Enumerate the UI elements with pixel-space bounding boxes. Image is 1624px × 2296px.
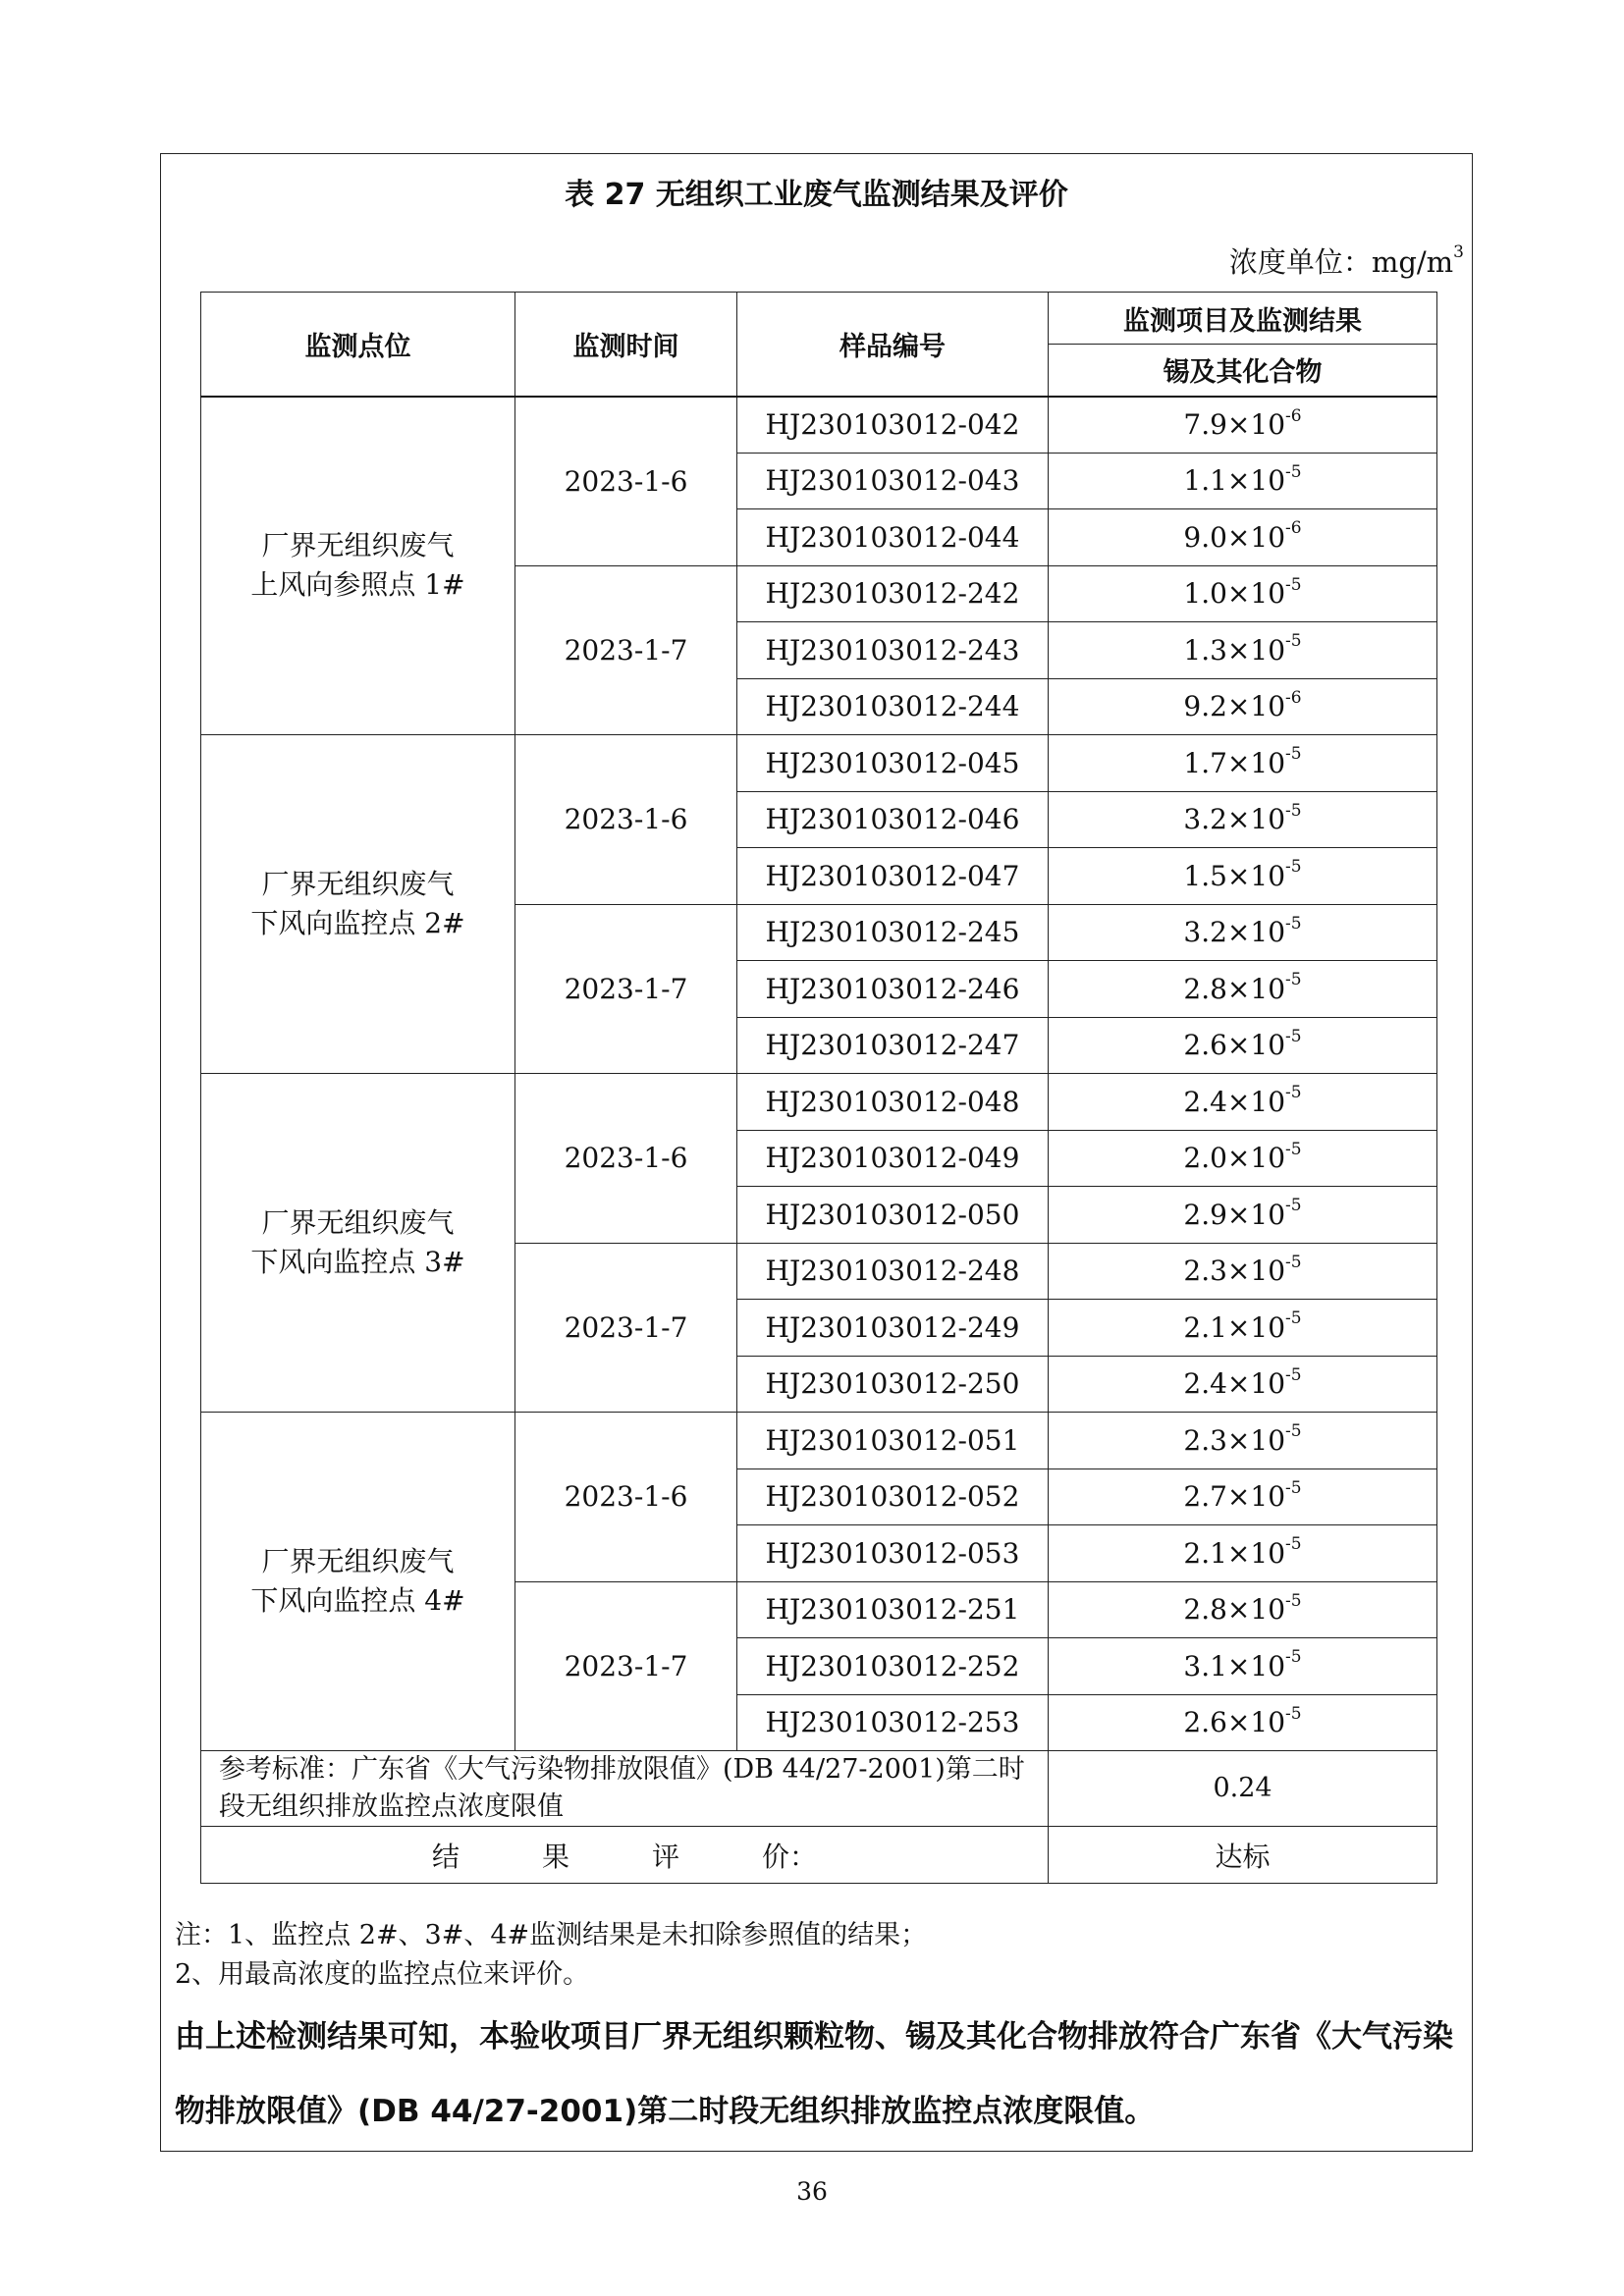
result-exponent: -6 [1285,687,1302,708]
sample-id-cell: HJ230103012-053 [737,1525,1049,1582]
unit-label: 浓度单位：$mg/m^3$ [1228,242,1464,279]
result-exponent: -5 [1285,631,1302,652]
result-mantissa: 2.0×10 [1183,1142,1286,1175]
result-value-cell [1049,1468,1437,1525]
sample-id-cell: HJ230103012-052 [737,1468,1049,1525]
location-line: 厂界无组织废气 [261,1545,455,1577]
result-mantissa: 2.3×10 [1183,1255,1286,1288]
result-mantissa: 9.2×10 [1183,690,1286,723]
sample-id-cell: HJ230103012-247 [737,1017,1049,1074]
sample-id-cell: HJ230103012-248 [737,1243,1049,1300]
result-exponent: -5 [1285,1421,1302,1442]
result-value-cell [1049,1300,1437,1357]
date-cell: 2023-1-7 [515,1581,737,1751]
result-mantissa: 2.8×10 [1183,1593,1286,1627]
location-line: 上风向参照点 1# [250,568,465,602]
result-exponent: -5 [1285,1534,1302,1555]
result-exponent: -5 [1285,1252,1302,1272]
result-value-cell [1049,1243,1437,1300]
result-value-cell [1049,622,1437,679]
sample-id-cell: HJ230103012-253 [737,1694,1049,1751]
sample-id-cell: HJ230103012-251 [737,1581,1049,1638]
result-mantissa: 1.3×10 [1183,633,1286,667]
date-cell: 2023-1-7 [515,904,737,1074]
location-cell [201,735,515,1074]
table-row [201,397,1437,454]
result-exponent: -5 [1285,913,1302,934]
header-item: 锡及其化合物 [1049,345,1437,397]
table-row [201,735,1437,792]
result-exponent: -5 [1285,1139,1302,1159]
sample-id-cell: HJ230103012-051 [737,1413,1049,1469]
sample-id-cell: HJ230103012-043 [737,453,1049,509]
location-line: 厂界无组织废气 [261,868,455,900]
result-exponent: -5 [1285,1703,1302,1724]
sample-id-cell: HJ230103012-246 [737,961,1049,1018]
result-value-cell [1049,565,1437,622]
notes [175,1916,1461,1995]
result-mantissa: 1.0×10 [1183,577,1286,611]
result-exponent: -5 [1285,857,1302,878]
conclusion-text: 由上述检测结果可知，本验收项目厂界无组织颗粒物、锡及其化合物排放符合广东省《大气污染物排放限值》(DB 44/27-2001)第二时段无组织排放监控点浓度限值。 [175,2019,1453,2129]
date-cell: 2023-1-6 [515,1074,737,1244]
sample-id-cell: HJ230103012-049 [737,1130,1049,1187]
result-value-cell [1049,1017,1437,1074]
result-value-cell [1049,1187,1437,1244]
location-line: 下风向监控点 4# [250,1584,465,1617]
date-cell: 2023-1-6 [515,1413,737,1582]
table-row [201,1413,1437,1469]
result-mantissa: 1.1×10 [1183,464,1286,498]
result-value-cell [1049,1694,1437,1751]
sample-id-cell: HJ230103012-044 [737,509,1049,566]
location-line: 下风向监控点 3# [250,1246,465,1278]
result-value-cell [1049,453,1437,509]
result-value-cell [1049,1074,1437,1131]
result-exponent: -5 [1285,1364,1302,1385]
date-cell: 2023-1-7 [515,565,737,735]
sample-id-cell: HJ230103012-042 [737,397,1049,454]
note-line-1: 注：1、监控点 2#、3#、4#监测结果是未扣除参照值的结果； [175,1920,928,1950]
result-value-cell [1049,735,1437,792]
result-value-cell [1049,848,1437,905]
result-value-cell [1049,1413,1437,1469]
result-value-cell [1049,678,1437,735]
result-exponent: -5 [1285,1083,1302,1103]
result-exponent: -5 [1285,1477,1302,1498]
result-mantissa: 1.5×10 [1183,859,1286,892]
header-time: 监测时间 [515,293,737,397]
result-mantissa: 9.0×10 [1183,520,1286,554]
result-exponent: -5 [1285,744,1302,765]
sample-id-cell: HJ230103012-242 [737,565,1049,622]
sample-id-cell: HJ230103012-245 [737,904,1049,961]
date-cell: 2023-1-7 [515,1243,737,1413]
result-value-cell [1049,791,1437,848]
result-exponent: -5 [1285,1196,1302,1216]
location-cell [201,1074,515,1413]
sample-id-cell: HJ230103012-244 [737,678,1049,735]
result-mantissa: 2.9×10 [1183,1198,1286,1231]
location-line: 下风向监控点 2# [250,907,465,939]
sample-id-cell: HJ230103012-047 [737,848,1049,905]
table-title: 表 27 无组织工业废气监测结果及评价 [565,178,1068,212]
sample-id-cell: HJ230103012-249 [737,1300,1049,1357]
results-body [201,397,1437,1751]
result-exponent: -5 [1285,800,1302,821]
result-value-cell [1049,904,1437,961]
standard-value: 0.24 [1049,1751,1437,1827]
standard-label: 参考标准：广东省《大气污染物排放限值》(DB 44/27-2001)第二时段无组织排放监控点浓度限值 [201,1751,1049,1827]
result-value-cell [1049,509,1437,566]
date-cell: 2023-1-6 [515,735,737,905]
result-mantissa: 2.4×10 [1183,1367,1286,1401]
header-sample-id: 样品编号 [737,293,1049,397]
result-mantissa: 2.6×10 [1183,1706,1286,1739]
result-exponent: -5 [1285,1308,1302,1329]
sample-id-cell: HJ230103012-048 [737,1074,1049,1131]
sample-id-cell: HJ230103012-252 [737,1638,1049,1695]
results-table [200,292,1437,1884]
result-mantissa: 7.9×10 [1183,408,1286,441]
location-line: 厂界无组织废气 [261,1206,455,1239]
date-cell: 2023-1-6 [515,397,737,566]
result-exponent: -5 [1285,574,1302,595]
sample-id-cell: HJ230103012-243 [737,622,1049,679]
result-mantissa: 2.7×10 [1183,1480,1286,1514]
result-value-cell [1049,1638,1437,1695]
result-mantissa: 3.2×10 [1183,803,1286,836]
sample-id-cell: HJ230103012-045 [737,735,1049,792]
sample-id-cell: HJ230103012-250 [737,1356,1049,1413]
result-value-cell [1049,397,1437,454]
sample-id-cell: HJ230103012-046 [737,791,1049,848]
result-exponent: -6 [1285,405,1302,426]
result-mantissa: 2.8×10 [1183,972,1286,1005]
result-mantissa: 1.7×10 [1183,746,1286,779]
result-value-cell [1049,961,1437,1018]
location-cell [201,397,515,735]
evaluation-label: 结 果 评 价： [201,1827,1049,1884]
result-value-cell [1049,1581,1437,1638]
result-mantissa: 2.6×10 [1183,1029,1286,1062]
result-value-cell [1049,1356,1437,1413]
report-frame [160,153,1473,2152]
location-cell [201,1413,515,1751]
result-mantissa: 3.2×10 [1183,916,1286,949]
page-number: 36 [796,2177,828,2206]
result-mantissa: 2.4×10 [1183,1085,1286,1118]
sample-id-cell: HJ230103012-050 [737,1187,1049,1244]
result-exponent: -5 [1285,461,1302,482]
table-row [201,1074,1437,1131]
result-exponent: -5 [1285,1026,1302,1046]
result-mantissa: 2.1×10 [1183,1536,1286,1570]
result-exponent: -5 [1285,1647,1302,1668]
header-location: 监测点位 [201,293,515,397]
result-exponent: -6 [1285,518,1302,539]
result-value-cell [1049,1130,1437,1187]
result-exponent: -5 [1285,1590,1302,1611]
result-value-cell [1049,1525,1437,1582]
result-exponent: -5 [1285,970,1302,990]
location-line: 厂界无组织废气 [261,529,455,562]
header-results-group: 监测项目及监测结果 [1049,293,1437,345]
result-mantissa: 3.1×10 [1183,1649,1286,1682]
evaluation-value: 达标 [1049,1827,1437,1884]
result-mantissa: 2.3×10 [1183,1423,1286,1457]
note-line-2: 2、用最高浓度的监控点位来评价。 [175,1959,590,1990]
result-mantissa: 2.1×10 [1183,1310,1286,1344]
